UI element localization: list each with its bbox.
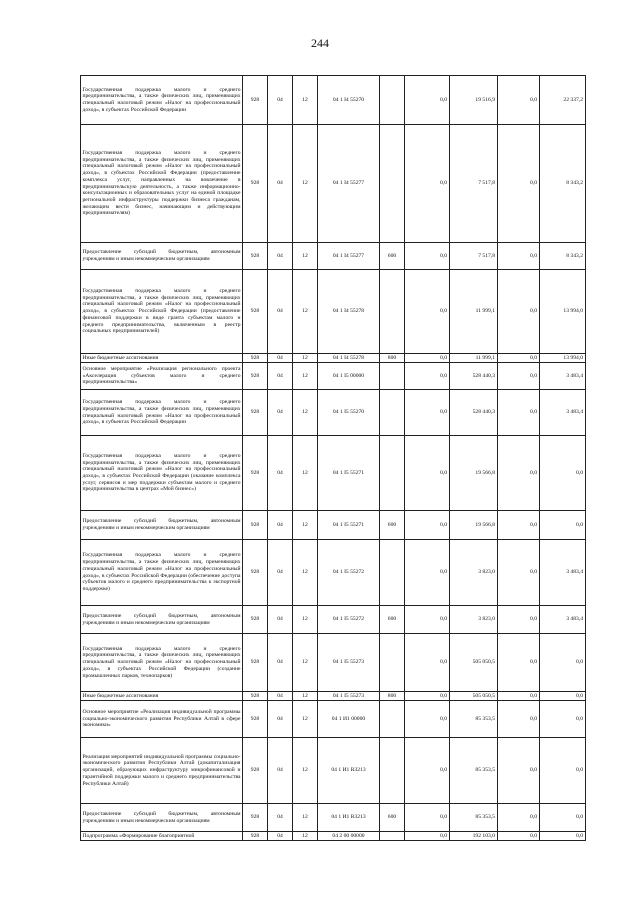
row-name: Иные бюджетные ассигнования [81, 692, 243, 701]
row-section-code: 04 [268, 540, 293, 606]
row-target-article: 04 1 I5 55270 [318, 390, 380, 436]
row-expense-type [380, 76, 405, 125]
row-value-3: 0,0 [498, 354, 540, 363]
row-expense-type: 800 [380, 692, 405, 701]
row-grbs-code: 928 [243, 692, 268, 701]
row-value-4: 13 994,0 [540, 354, 586, 363]
row-grbs-code: 928 [243, 804, 268, 832]
row-target-article: 04 1 I4 55277 [318, 243, 380, 270]
row-value-2: 85 353,5 [450, 738, 498, 804]
row-value-2: 528 440,3 [450, 363, 498, 390]
row-value-4: 0,0 [540, 511, 586, 540]
row-value-2: 85 353,5 [450, 804, 498, 832]
row-value-1: 0,0 [405, 606, 450, 634]
row-value-4: 13 994,0 [540, 270, 586, 354]
row-value-1: 0,0 [405, 125, 450, 243]
row-value-1: 0,0 [405, 692, 450, 701]
row-target-article: 04 1 I4 55277 [318, 125, 380, 243]
row-value-1: 0,0 [405, 270, 450, 354]
row-subsection-code: 12 [293, 243, 318, 270]
row-subsection-code: 12 [293, 390, 318, 436]
row-target-article: 04 1 I5 55273 [318, 692, 380, 701]
row-name: Основное мероприятие «Реализация регионального проекта «Акселерация субъектов малого и среднего предпринимательства» [81, 363, 243, 390]
row-value-2: 7 517,8 [450, 243, 498, 270]
row-section-code: 04 [268, 634, 293, 692]
row-value-2: 11 999,1 [450, 354, 498, 363]
row-section-code: 04 [268, 436, 293, 511]
row-expense-type [380, 363, 405, 390]
row-expense-type [380, 701, 405, 738]
row-value-1: 0,0 [405, 511, 450, 540]
row-expense-type [380, 634, 405, 692]
row-expense-type: 600 [380, 511, 405, 540]
row-value-1: 0,0 [405, 76, 450, 125]
row-value-3: 0,0 [498, 436, 540, 511]
row-value-2: 505 050,5 [450, 634, 498, 692]
row-section-code: 04 [268, 354, 293, 363]
row-name: Государственная поддержка малого и среднего предпринимательства, а также физических лиц, применяющих специальный налоговый режим «Налог на профессиональный доход», в субъектах Российской Федерации [81, 76, 243, 125]
row-grbs-code: 928 [243, 701, 268, 738]
row-value-2: 528 440,3 [450, 390, 498, 436]
row-subsection-code: 12 [293, 606, 318, 634]
row-name: Государственная поддержка малого и среднего предпринимательства, а также физических лиц, применяющих специальный налоговый режим «Налог на профессиональный доход», в субъектах Российской Федерации (предоставление комплекса услуг, направленных на вовлечение в предпринимательскую деятельность, а также информационно-консультационных и образовательных услуг на единой площадке региональной инфраструктуры поддержки бизнеса гражданам, желающим вести бизнес, начинающим и действующим предпринимателям) [81, 125, 243, 243]
row-section-code: 04 [268, 832, 293, 841]
table-row [81, 243, 586, 270]
row-section-code: 04 [268, 125, 293, 243]
row-value-4: 0,0 [540, 832, 586, 841]
row-value-1: 0,0 [405, 701, 450, 738]
row-target-article: 04 1 I5 55271 [318, 436, 380, 511]
row-subsection-code: 12 [293, 511, 318, 540]
row-value-1: 0,0 [405, 738, 450, 804]
budget-table [80, 75, 586, 841]
table-row [81, 390, 586, 436]
table-row [81, 363, 586, 390]
row-value-3: 0,0 [498, 540, 540, 606]
row-target-article: 04 1 I5 55273 [318, 634, 380, 692]
row-value-4: 0,0 [540, 692, 586, 701]
row-subsection-code: 12 [293, 363, 318, 390]
row-name: Иные бюджетные ассигнования [81, 354, 243, 363]
row-section-code: 04 [268, 692, 293, 701]
row-value-4: 0,0 [540, 738, 586, 804]
row-grbs-code: 928 [243, 436, 268, 511]
row-value-4: 3 483,4 [540, 363, 586, 390]
row-value-2: 192 103,0 [450, 832, 498, 841]
row-name: Основное мероприятие «Реализация индивидуальной программы социально-экономического развития Республики Алтай в сфере экономики» [81, 701, 243, 738]
row-target-article: 04 1 I4 55270 [318, 76, 380, 125]
row-expense-type [380, 125, 405, 243]
row-subsection-code: 12 [293, 701, 318, 738]
row-section-code: 04 [268, 804, 293, 832]
row-name: Государственная поддержка малого и среднего предпринимательства, а также физических лиц, применяющих специальный налоговый режим «Налог на профессиональный доход», в субъектах Российской Федерации (обеспечение доступа субъектов малого и среднего предпринимательства к экспортной поддержке) [81, 540, 243, 606]
table-row [81, 606, 586, 634]
row-section-code: 04 [268, 243, 293, 270]
row-name: Предоставление субсидий бюджетным, автономным учреждениям и иным некоммерческим организациям [81, 511, 243, 540]
row-name: Предоставление субсидий бюджетным, автономным учреждениям и иным некоммерческим организациям [81, 804, 243, 832]
row-value-2: 3 823,0 [450, 540, 498, 606]
row-value-2: 19 566,8 [450, 436, 498, 511]
row-subsection-code: 12 [293, 804, 318, 832]
row-grbs-code: 928 [243, 243, 268, 270]
row-value-1: 0,0 [405, 634, 450, 692]
row-section-code: 04 [268, 270, 293, 354]
row-grbs-code: 928 [243, 270, 268, 354]
row-section-code: 04 [268, 606, 293, 634]
row-value-3: 0,0 [498, 125, 540, 243]
table-row [81, 634, 586, 692]
row-section-code: 04 [268, 363, 293, 390]
row-target-article: 04 2 00 00000 [318, 832, 380, 841]
row-value-1: 0,0 [405, 436, 450, 511]
row-name: Государственная поддержка малого и среднего предпринимательства, а также физических лиц, применяющих специальный налоговый режим «Налог на профессиональный доход», в субъектах Российской Федерации (предоставление финансовой поддержки в виде гранта субъектам малого и среднего предпринимательства, включенным в реестр социальных предпринимателей) [81, 270, 243, 354]
row-value-3: 0,0 [498, 243, 540, 270]
row-expense-type [380, 738, 405, 804]
row-value-3: 0,0 [498, 634, 540, 692]
row-subsection-code: 12 [293, 634, 318, 692]
table-row [81, 76, 586, 125]
row-target-article: 04 1 I5 55272 [318, 606, 380, 634]
row-target-article: 04 1 I5 00000 [318, 363, 380, 390]
row-value-4: 8 343,2 [540, 243, 586, 270]
row-value-3: 0,0 [498, 804, 540, 832]
table-row [81, 436, 586, 511]
row-grbs-code: 928 [243, 354, 268, 363]
row-value-3: 0,0 [498, 363, 540, 390]
row-name: Реализация мероприятий индивидуальной программы социально-экономического развития Республики Алтай (докапитализация организаций, образующих инфраструктуру микрофинансовой и гарантийной поддержки малого и среднего предпринимательства Республики Алтай) [81, 738, 243, 804]
row-value-4: 0,0 [540, 804, 586, 832]
row-target-article: 04 1 И1 R3213 [318, 804, 380, 832]
row-value-3: 0,0 [498, 270, 540, 354]
row-value-3: 0,0 [498, 606, 540, 634]
row-subsection-code: 12 [293, 270, 318, 354]
row-grbs-code: 928 [243, 125, 268, 243]
row-name: Государственная поддержка малого и среднего предпринимательства, а также физических лиц, применяющих специальный налоговый режим «Налог на профессиональный доход», в субъектах Российской Федерации (оказание комплекса услуг, сервисов и мер поддержки субъектам малого и среднего предпринимательства в центрах «Мой бизнес») [81, 436, 243, 511]
row-target-article: 04 1 И1 00000 [318, 701, 380, 738]
row-expense-type: 600 [380, 606, 405, 634]
row-value-3: 0,0 [498, 390, 540, 436]
row-value-2: 85 353,5 [450, 701, 498, 738]
row-expense-type: 800 [380, 354, 405, 363]
row-value-4: 3 483,4 [540, 540, 586, 606]
row-subsection-code: 12 [293, 354, 318, 363]
table-row [81, 692, 586, 701]
row-subsection-code: 12 [293, 738, 318, 804]
page-number: 244 [311, 36, 329, 50]
row-expense-type [380, 540, 405, 606]
row-value-1: 0,0 [405, 243, 450, 270]
row-subsection-code: 12 [293, 540, 318, 606]
row-section-code: 04 [268, 701, 293, 738]
row-target-article: 04 1 И1 R3213 [318, 738, 380, 804]
row-value-3: 0,0 [498, 738, 540, 804]
row-target-article: 04 1 I4 55278 [318, 354, 380, 363]
row-value-2: 11 999,1 [450, 270, 498, 354]
table-row [81, 125, 586, 243]
table-row [81, 804, 586, 832]
row-value-4: 3 483,4 [540, 390, 586, 436]
row-value-3: 0,0 [498, 701, 540, 738]
row-subsection-code: 12 [293, 436, 318, 511]
row-expense-type: 600 [380, 804, 405, 832]
row-section-code: 04 [268, 511, 293, 540]
table-row [81, 738, 586, 804]
table-row [81, 540, 586, 606]
row-value-2: 7 517,8 [450, 125, 498, 243]
row-value-1: 0,0 [405, 354, 450, 363]
row-expense-type [380, 270, 405, 354]
row-expense-type [380, 390, 405, 436]
row-name: Предоставление субсидий бюджетным, автономным учреждениям и иным некоммерческим организациям [81, 243, 243, 270]
row-value-1: 0,0 [405, 363, 450, 390]
row-subsection-code: 12 [293, 125, 318, 243]
row-section-code: 04 [268, 390, 293, 436]
row-grbs-code: 928 [243, 606, 268, 634]
row-value-1: 0,0 [405, 804, 450, 832]
row-value-2: 505 050,5 [450, 692, 498, 701]
row-grbs-code: 928 [243, 540, 268, 606]
row-value-4: 3 483,4 [540, 606, 586, 634]
row-section-code: 04 [268, 738, 293, 804]
row-value-3: 0,0 [498, 511, 540, 540]
row-target-article: 04 1 I5 55271 [318, 511, 380, 540]
row-value-3: 0,0 [498, 76, 540, 125]
row-name: Подпрограмма «Формирование благоприятной [81, 832, 243, 841]
row-name: Государственная поддержка малого и среднего предпринимательства, а также физических лиц, применяющих специальный налоговый режим «Налог на профессиональный доход», в субъектах Российской Федерации [81, 390, 243, 436]
row-value-4: 0,0 [540, 634, 586, 692]
row-value-1: 0,0 [405, 540, 450, 606]
row-target-article: 04 1 I4 55278 [318, 270, 380, 354]
row-grbs-code: 928 [243, 76, 268, 125]
row-value-4: 8 343,2 [540, 125, 586, 243]
row-subsection-code: 12 [293, 76, 318, 125]
row-grbs-code: 928 [243, 511, 268, 540]
table-row [81, 270, 586, 354]
row-value-2: 19 516,9 [450, 76, 498, 125]
row-target-article: 04 1 I5 55272 [318, 540, 380, 606]
row-subsection-code: 12 [293, 692, 318, 701]
row-value-2: 19 566,8 [450, 511, 498, 540]
row-subsection-code: 12 [293, 832, 318, 841]
row-value-1: 0,0 [405, 832, 450, 841]
row-value-4: 0,0 [540, 701, 586, 738]
row-value-2: 3 823,0 [450, 606, 498, 634]
row-grbs-code: 928 [243, 738, 268, 804]
row-value-4: 22 337,2 [540, 76, 586, 125]
row-name: Государственная поддержка малого и среднего предпринимательства, а также физических лиц, применяющих специальный налоговый режим «Налог на профессиональный доход», в субъектах Российской Федерации (создание промышленных парков, технопарков) [81, 634, 243, 692]
row-section-code: 04 [268, 76, 293, 125]
row-grbs-code: 928 [243, 634, 268, 692]
row-expense-type [380, 832, 405, 841]
table-row [81, 511, 586, 540]
row-name: Предоставление субсидий бюджетным, автономным учреждениям и иным некоммерческим организациям [81, 606, 243, 634]
row-expense-type: 600 [380, 243, 405, 270]
row-grbs-code: 928 [243, 390, 268, 436]
row-value-1: 0,0 [405, 390, 450, 436]
row-grbs-code: 928 [243, 832, 268, 841]
row-value-4: 0,0 [540, 436, 586, 511]
table-row [81, 701, 586, 738]
table-row [81, 832, 586, 841]
row-value-3: 0,0 [498, 832, 540, 841]
row-grbs-code: 928 [243, 363, 268, 390]
row-expense-type [380, 436, 405, 511]
table-row [81, 354, 586, 363]
row-value-3: 0,0 [498, 692, 540, 701]
